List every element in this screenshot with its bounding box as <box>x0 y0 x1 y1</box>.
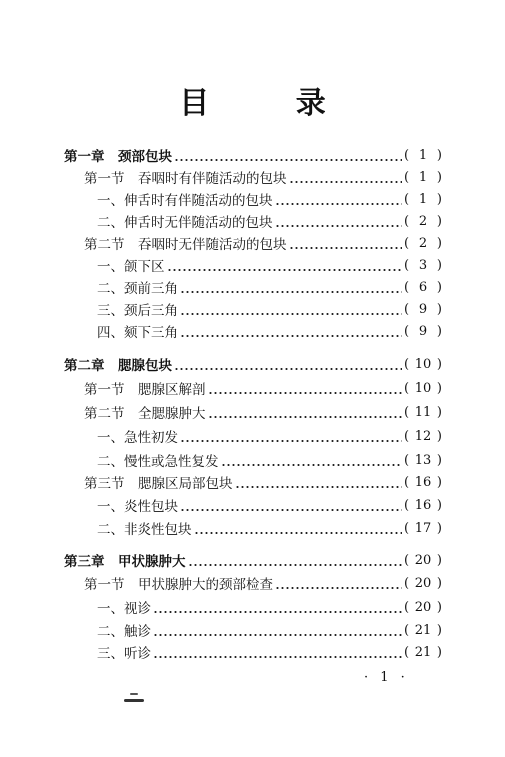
dot-leader <box>275 193 403 207</box>
toc-page-number: ( 13 ) <box>404 453 442 468</box>
toc-entry-text: 第二节 全腮腺肿大 <box>84 406 206 422</box>
toc-page-number: ( 17 ) <box>404 521 442 536</box>
dot-leader <box>153 646 402 660</box>
toc-chapter-3[interactable] <box>64 549 442 571</box>
toc-page-number: ( 9 ) <box>404 324 442 339</box>
toc-entry-text: 一、颌下区 <box>97 259 165 275</box>
toc-page-number: ( 1 ) <box>404 170 442 185</box>
toc-entry-text: 第一节 腮腺区解剖 <box>84 382 206 398</box>
toc-entry-text: 二、慢性或急性复发 <box>97 454 219 470</box>
toc-page-number: ( 1 ) <box>404 148 442 163</box>
toc-entry-text: 一、炎性包块 <box>97 499 178 515</box>
toc-entry-text: 第三章 甲状腺肿大 <box>64 554 186 570</box>
toc-entry-text: 第一章 颈部包块 <box>64 149 172 165</box>
toc-subsection[interactable] <box>97 425 442 447</box>
dot-leader <box>153 601 402 615</box>
dot-leader <box>180 325 402 339</box>
dot-leader <box>174 358 402 372</box>
toc-entry-text: 三、颈后三角 <box>97 303 178 319</box>
dot-leader <box>180 303 402 317</box>
dot-leader <box>180 499 402 513</box>
toc-page-number: ( 2 ) <box>404 214 442 229</box>
dot-leader <box>208 382 403 396</box>
toc-entry-text: 二、触诊 <box>97 624 151 640</box>
dot-leader <box>289 237 403 251</box>
toc-chapter-1[interactable] <box>64 144 442 166</box>
toc-page-number: ( 10 ) <box>404 357 442 372</box>
toc-entry-text: 四、颏下三角 <box>97 325 178 341</box>
dot-leader <box>153 624 402 638</box>
toc-chapter-2[interactable] <box>64 353 442 375</box>
toc-page-number: ( 12 ) <box>404 429 442 444</box>
toc-section[interactable] <box>84 401 442 423</box>
toc-page-number: ( 21 ) <box>404 645 442 660</box>
toc-entry-text: 二、颈前三角 <box>97 281 178 297</box>
toc-page-number: ( 20 ) <box>404 576 442 591</box>
toc-subsection[interactable] <box>97 254 442 276</box>
toc-page-number: ( 2 ) <box>404 236 442 251</box>
toc-subsection[interactable] <box>97 596 442 618</box>
page-number: · 1 · <box>364 670 409 685</box>
toc-page-number: ( 16 ) <box>404 498 442 513</box>
ink-smudge <box>124 699 144 702</box>
toc-subsection[interactable] <box>97 494 442 516</box>
toc-page-number: ( 16 ) <box>404 475 442 490</box>
toc-section[interactable] <box>84 471 442 493</box>
toc-subsection[interactable] <box>97 517 442 539</box>
toc-entry-text: 第三节 腮腺区局部包块 <box>84 476 233 492</box>
toc-page-number: ( 11 ) <box>404 405 442 420</box>
toc-entry-text: 第二章 腮腺包块 <box>64 358 172 374</box>
toc-subsection[interactable] <box>97 641 442 663</box>
dot-leader <box>275 215 403 229</box>
page-title: 目 录 <box>179 86 364 121</box>
dot-leader <box>208 406 403 420</box>
ink-smudge <box>130 693 138 695</box>
toc-subsection[interactable] <box>97 298 442 320</box>
toc-page-number: ( 6 ) <box>404 280 442 295</box>
dot-leader <box>180 281 402 295</box>
toc-section[interactable] <box>84 377 442 399</box>
toc-page-number: ( 20 ) <box>404 553 442 568</box>
toc-section[interactable] <box>84 166 442 188</box>
dot-leader <box>167 259 403 273</box>
toc-entry-text: 一、伸舌时有伴随活动的包块 <box>97 193 273 209</box>
dot-leader <box>194 522 403 536</box>
toc-subsection[interactable] <box>97 619 442 641</box>
toc-page-number: ( 20 ) <box>404 600 442 615</box>
toc-page-number: ( 3 ) <box>404 258 442 273</box>
toc-entry-text: 第一节 吞咽时有伴随活动的包块 <box>84 171 287 187</box>
toc-subsection[interactable] <box>97 449 442 471</box>
dot-leader <box>174 149 402 163</box>
dot-leader <box>221 454 403 468</box>
toc-entry-text: 一、视诊 <box>97 601 151 617</box>
toc-section[interactable] <box>84 572 442 594</box>
toc-page-number: ( 9 ) <box>404 302 442 317</box>
toc-subsection[interactable] <box>97 210 442 232</box>
toc-entry-text: 一、急性初发 <box>97 430 178 446</box>
toc-entry-text: 三、听诊 <box>97 646 151 662</box>
toc-page-number: ( 10 ) <box>404 381 442 396</box>
toc-page-number: ( 1 ) <box>404 192 442 207</box>
dot-leader <box>188 554 403 568</box>
toc-subsection[interactable] <box>97 320 442 342</box>
dot-leader <box>235 476 403 490</box>
dot-leader <box>275 577 402 591</box>
toc-entry-text: 第一节 甲状腺肿大的颈部检查 <box>84 577 273 593</box>
toc-entry-text: 二、非炎性包块 <box>97 522 192 538</box>
toc-page-number: ( 21 ) <box>404 623 442 638</box>
toc-entry-text: 二、伸舌时无伴随活动的包块 <box>97 215 273 231</box>
dot-leader <box>289 171 403 185</box>
toc-subsection[interactable] <box>97 188 442 210</box>
toc-subsection[interactable] <box>97 276 442 298</box>
toc-entry-text: 第二节 吞咽时无伴随活动的包块 <box>84 237 287 253</box>
dot-leader <box>180 430 402 444</box>
toc-section[interactable] <box>84 232 442 254</box>
